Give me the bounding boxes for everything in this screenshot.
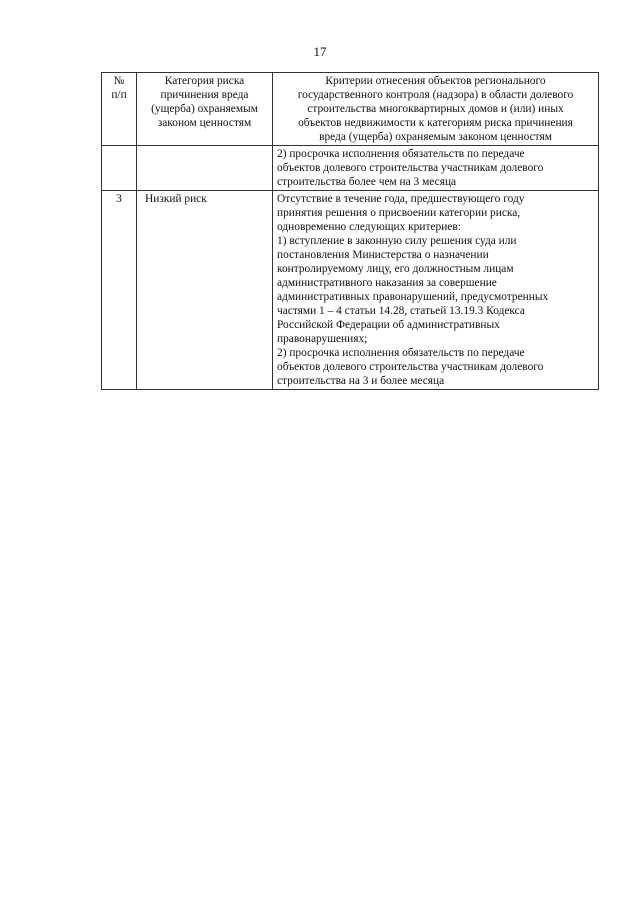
criteria-line: 2) просрочка исполнения обязательств по передаче — [277, 148, 525, 160]
criteria-line: 1) вступление в законную силу решения суда или — [277, 235, 517, 247]
header-line: объектов недвижимости к категориям риска причинения — [298, 117, 573, 129]
criteria-line: объектов долевого строительства участникам долевого — [277, 361, 544, 373]
header-number-cell — [102, 73, 137, 146]
row-number-cell: 3 — [102, 191, 137, 390]
criteria-line: постановления Министерства о назначении — [277, 249, 489, 261]
header-line: № — [113, 75, 125, 87]
criteria-line: объектов долевого строительства участникам долевого — [277, 162, 544, 174]
criteria-line: одновременно следующих критериев: — [277, 221, 461, 233]
header-line: вреда (ущерба) охраняемым законом ценностям — [319, 131, 552, 143]
row-number-cell — [102, 146, 137, 191]
row-criteria-cell — [273, 146, 599, 191]
page-number: 17 — [313, 44, 327, 59]
criteria-line: контролируемому лицу, его должностным лицам — [277, 263, 514, 275]
header-line: строительства многоквартирных домов и (или) иных — [307, 103, 564, 115]
row-criteria-cell — [273, 191, 599, 390]
header-line: причинения вреда — [160, 89, 249, 101]
header-line: Категория риска — [164, 75, 245, 87]
criteria-line: правонарушениях; — [277, 333, 368, 345]
header-line: законом ценностям — [157, 117, 252, 129]
criteria-line: Отсутствие в течение года, предшествующего году — [277, 193, 525, 205]
criteria-line: административных правонарушений, предусмотренных — [277, 291, 549, 303]
criteria-line: Российской Федерации об административных — [277, 319, 500, 331]
row-category-cell — [137, 146, 273, 191]
criteria-line: частями 1 – 4 статьи 14.28, статьей 13.19.3 Кодекса — [277, 305, 525, 317]
table-header-row — [102, 73, 599, 146]
risk-criteria-table — [101, 72, 599, 390]
table-row — [102, 191, 599, 390]
header-line: п/п — [111, 89, 127, 101]
criteria-line: административного наказания за совершение — [277, 277, 497, 289]
header-line: государственного контроля (надзора) в области долевого — [297, 89, 574, 101]
header-criteria-cell — [273, 73, 599, 146]
criteria-line: 2) просрочка исполнения обязательств по передаче — [277, 347, 525, 359]
table-row — [102, 146, 599, 191]
row-category-cell: Низкий риск — [137, 191, 273, 390]
header-line: Критерии отнесения объектов регионального — [325, 75, 546, 87]
criteria-line: строительства на 3 и более месяца — [277, 375, 445, 387]
criteria-line: строительства более чем на 3 месяца — [277, 176, 457, 188]
header-line: (ущерба) охраняемым — [151, 103, 258, 115]
header-category-cell — [137, 73, 273, 146]
criteria-line: принятия решения о присвоении категории риска, — [277, 207, 521, 219]
